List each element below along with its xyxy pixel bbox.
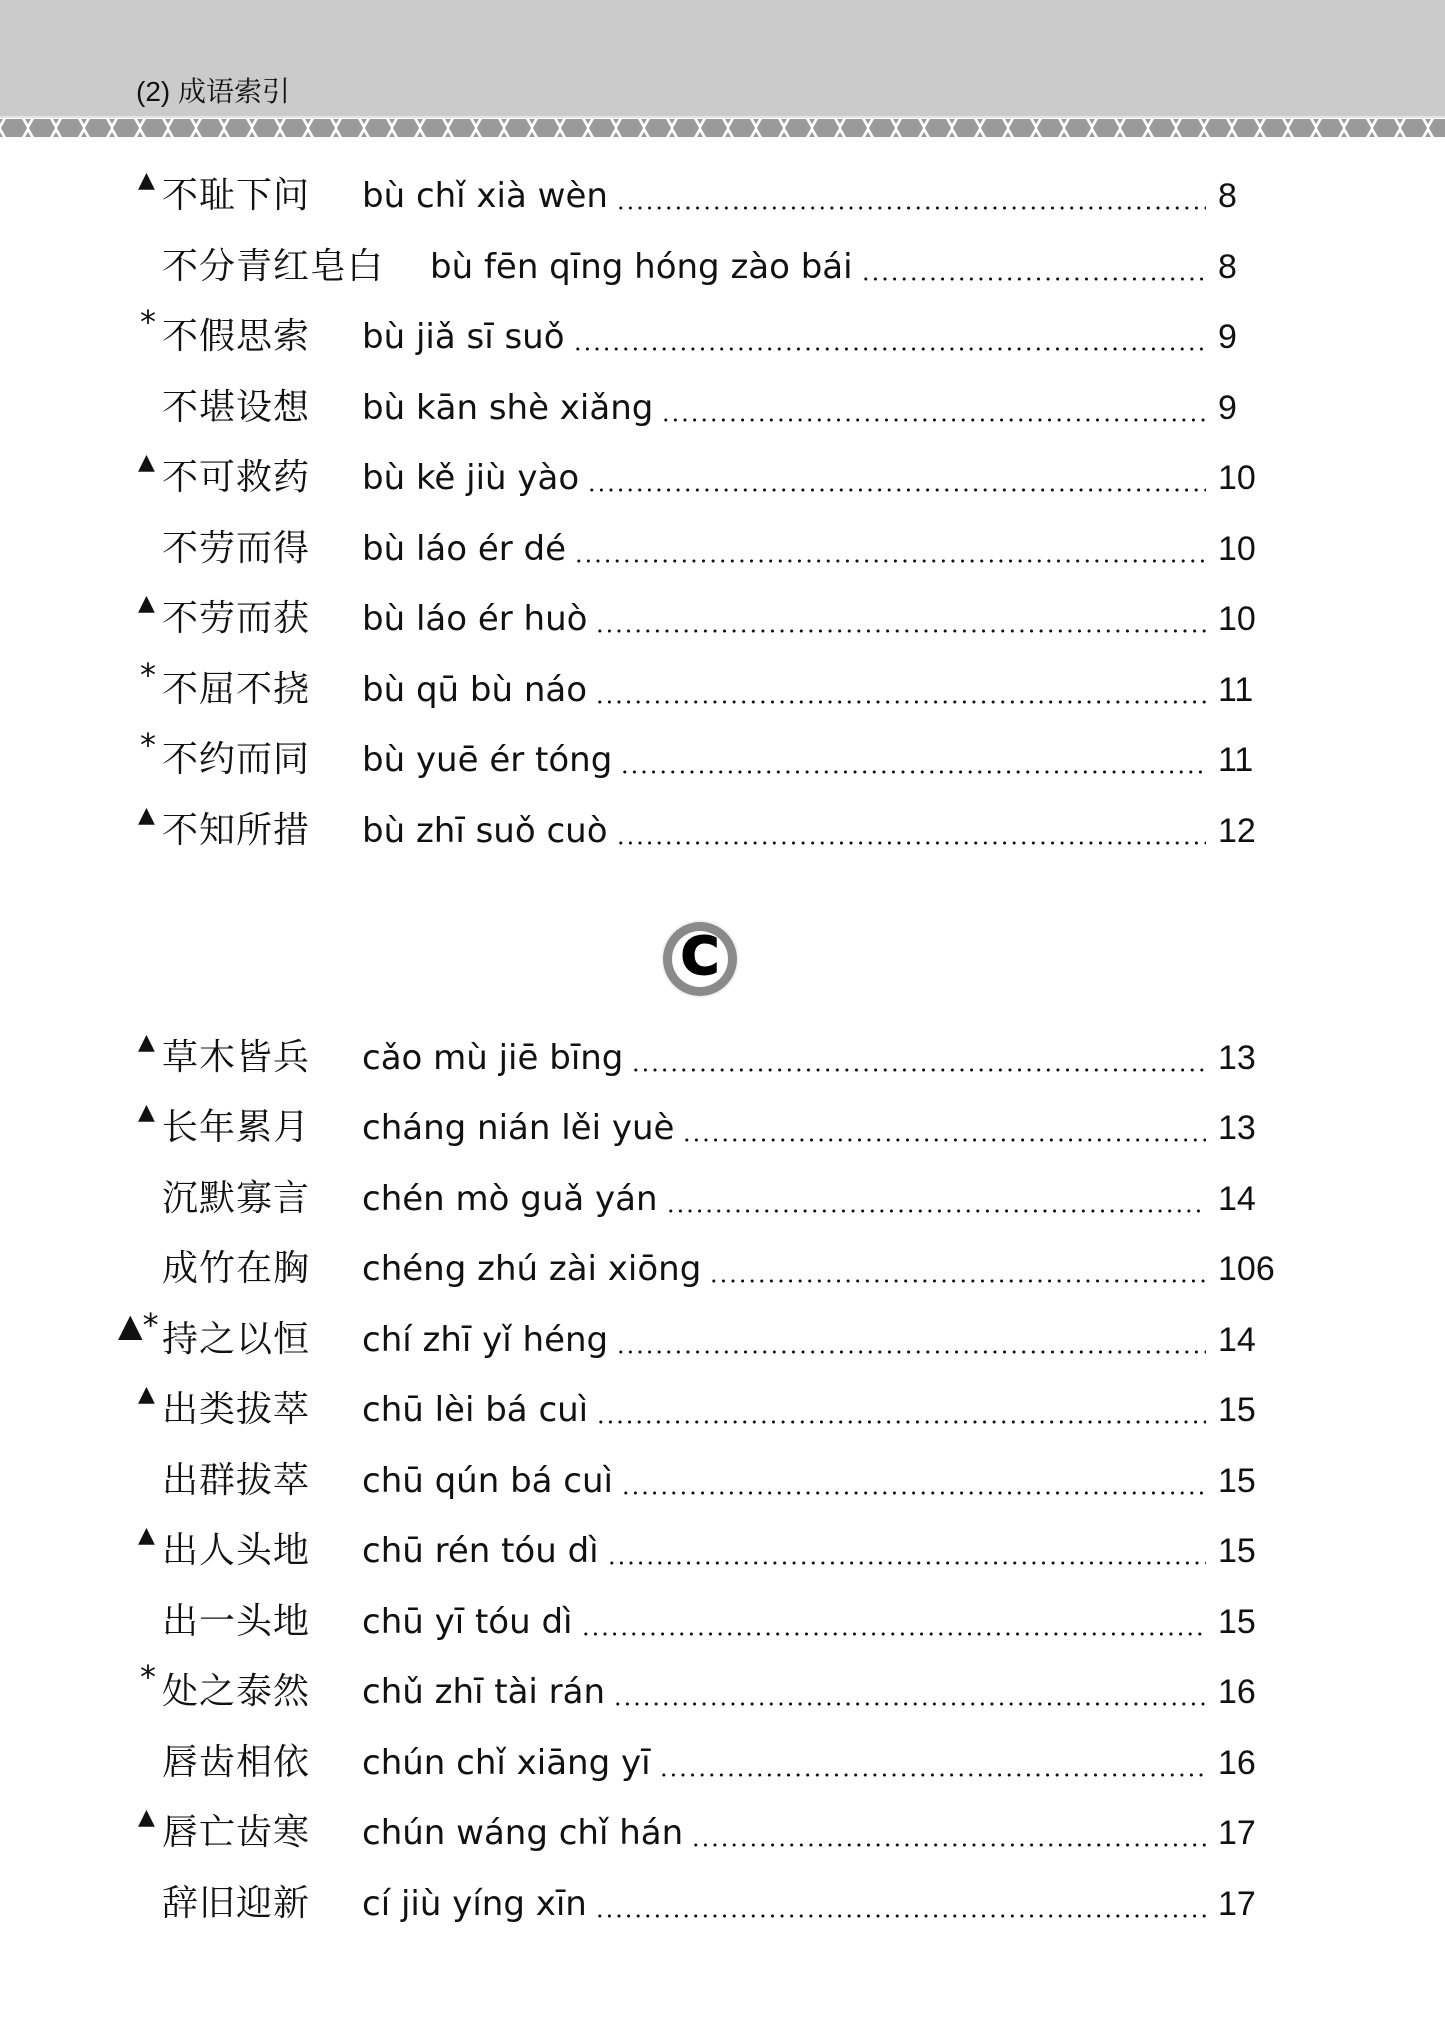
dot-leader [682, 1098, 1206, 1158]
page-number: 16 [1218, 1744, 1256, 1782]
page-number: 16 [1218, 1673, 1256, 1711]
entry-leader [362, 307, 1212, 367]
page-number: 14 [1218, 1180, 1256, 1218]
dot-leader [709, 1239, 1206, 1299]
entry-leader [430, 237, 1212, 297]
index-entry[interactable] [0, 166, 1445, 226]
idiom-pinyin: bù kě jiù yào [362, 458, 580, 498]
idiom-pinyin: bù fēn qīng hóng zào bái [430, 247, 853, 287]
dot-leader [581, 1592, 1207, 1652]
dot-leader [616, 166, 1206, 226]
star-mark-icon: * [140, 656, 156, 694]
idiom-chinese: 唇亡齿寒 [162, 1812, 311, 1853]
page-number: 9 [1218, 318, 1237, 356]
triangle-mark-icon: ▲ [138, 168, 155, 193]
idiom-pinyin: chén mò guǎ yán [362, 1179, 658, 1219]
idiom-pinyin: cháng nián lěi yuè [362, 1108, 675, 1148]
index-entry[interactable] [0, 656, 1445, 720]
idiom-pinyin: chǔ zhī tài rán [362, 1672, 606, 1712]
page-number: 13 [1218, 1039, 1256, 1077]
index-entry[interactable] [0, 1733, 1445, 1793]
idiom-chinese: 成竹在胸 [162, 1248, 311, 1289]
triangle-mark-icon: ▲ [138, 1382, 155, 1407]
page-number: 106 [1218, 1250, 1275, 1288]
dot-leader [595, 1874, 1206, 1934]
triangle-star-mark-icon: ▲* [118, 1306, 159, 1344]
section-letter-c: C [680, 927, 720, 987]
entry-leader [362, 1592, 1212, 1652]
dot-leader [666, 1169, 1206, 1229]
index-entry[interactable] [0, 1658, 1445, 1722]
entry-leader [362, 1733, 1212, 1793]
idiom-chinese: 出一头地 [162, 1601, 311, 1642]
idiom-chinese: 不耻下问 [162, 175, 311, 216]
page-number: 10 [1218, 530, 1256, 568]
idiom-chinese: 长年累月 [162, 1107, 311, 1148]
star-mark-icon: * [140, 726, 156, 764]
entry-leader [362, 730, 1212, 790]
dot-leader [613, 1662, 1206, 1722]
entry-leader [362, 1803, 1212, 1863]
idiom-chinese: 处之泰然 [162, 1671, 311, 1712]
page-number: 15 [1218, 1462, 1256, 1500]
dot-leader [607, 1521, 1206, 1581]
index-entry[interactable] [0, 448, 1445, 508]
idiom-chinese: 不假思索 [162, 316, 311, 357]
idiom-pinyin: bù láo ér huò [362, 599, 588, 639]
page-number: 8 [1218, 177, 1237, 215]
page-number: 9 [1218, 389, 1237, 427]
triangle-mark-icon: ▲ [138, 1523, 155, 1548]
idiom-pinyin: bù qū bù náo [362, 670, 588, 710]
dot-leader [631, 1028, 1206, 1088]
page-number: 11 [1218, 671, 1254, 709]
dot-leader [691, 1803, 1206, 1863]
page-header [0, 0, 1445, 116]
dot-leader [596, 1380, 1206, 1440]
dot-leader [587, 448, 1206, 508]
index-entry[interactable] [0, 378, 1445, 438]
idiom-pinyin: cǎo mù jiē bīng [362, 1038, 624, 1078]
triangle-mark-icon: ▲ [138, 1030, 155, 1055]
index-entry[interactable] [0, 726, 1445, 790]
idiom-chinese: 沉默寡言 [162, 1178, 311, 1219]
idiom-pinyin: chún chǐ xiāng yī [362, 1743, 651, 1783]
dot-leader [574, 519, 1206, 579]
page-header-title: (2) 成语索引 [136, 76, 291, 107]
entry-leader [362, 1662, 1212, 1722]
page-number: 10 [1218, 459, 1256, 497]
dot-leader [616, 801, 1206, 861]
index-entry[interactable] [0, 1098, 1445, 1158]
idiom-chinese: 辞旧迎新 [162, 1883, 311, 1924]
index-entry[interactable] [0, 303, 1445, 367]
idiom-chinese: 持之以恒 [162, 1319, 311, 1360]
idiom-pinyin: bù zhī suǒ cuò [362, 811, 608, 851]
page-number: 17 [1218, 1814, 1256, 1852]
idiom-chinese: 不知所措 [162, 810, 311, 851]
idiom-pinyin: bù láo ér dé [362, 529, 567, 569]
idiom-pinyin: chéng zhú zài xiōng [362, 1249, 702, 1289]
entry-leader [362, 1874, 1212, 1934]
star-mark-icon: * [140, 303, 156, 341]
idiom-pinyin: chí zhī yǐ héng [362, 1320, 609, 1360]
entry-leader [362, 448, 1212, 508]
index-entry[interactable] [0, 1451, 1445, 1511]
index-entry[interactable] [0, 589, 1445, 649]
page-number: 15 [1218, 1603, 1256, 1641]
page-number: 13 [1218, 1109, 1256, 1147]
triangle-mark-icon: ▲ [138, 803, 155, 828]
index-entry[interactable] [0, 1028, 1445, 1088]
page-number: 15 [1218, 1391, 1256, 1429]
idiom-pinyin: chū lèi bá cuì [362, 1390, 589, 1430]
entry-leader [362, 166, 1212, 226]
index-entry[interactable] [0, 1803, 1445, 1863]
entry-leader [362, 1098, 1212, 1158]
idiom-pinyin: chū yī tóu dì [362, 1602, 573, 1642]
index-entry[interactable] [0, 1239, 1445, 1299]
idiom-chinese: 出人头地 [162, 1530, 311, 1571]
index-entry[interactable] [0, 801, 1445, 861]
page-number: 14 [1218, 1321, 1256, 1359]
dot-leader [616, 1310, 1206, 1370]
page-number: 15 [1218, 1532, 1256, 1570]
entry-leader [362, 519, 1212, 579]
index-entry[interactable] [0, 1874, 1445, 1934]
index-entry[interactable] [0, 1592, 1445, 1652]
index-entry[interactable] [0, 1169, 1445, 1229]
index-entry[interactable] [0, 519, 1445, 579]
idiom-chinese: 唇齿相依 [162, 1742, 311, 1783]
entry-leader [362, 1521, 1212, 1581]
dot-leader [661, 378, 1206, 438]
index-entry[interactable] [0, 1380, 1445, 1440]
idiom-chinese: 不劳而得 [162, 528, 311, 569]
section-letter-badge [663, 922, 737, 996]
section-letter-badge-inner [672, 927, 728, 987]
hexagon-pattern-icon [0, 118, 1445, 138]
entry-leader [362, 378, 1212, 438]
idiom-chinese: 不劳而获 [162, 598, 311, 639]
idiom-pinyin: cí jiù yíng xīn [362, 1884, 587, 1924]
triangle-mark-icon: ▲ [138, 1100, 155, 1125]
idiom-pinyin: bù yuē ér tóng [362, 740, 613, 780]
entry-leader [362, 1239, 1212, 1299]
idiom-pinyin: chún wáng chǐ hán [362, 1813, 684, 1853]
page-number: 11 [1218, 741, 1254, 779]
dot-leader [861, 237, 1206, 297]
idiom-pinyin: bù jiǎ sī suǒ [362, 317, 565, 357]
entry-leader [362, 801, 1212, 861]
header-pattern-band [0, 116, 1445, 138]
page-number: 10 [1218, 600, 1256, 638]
idiom-chinese: 不约而同 [162, 739, 311, 780]
triangle-mark-icon: ▲ [138, 591, 155, 616]
dot-leader [621, 1451, 1206, 1511]
entry-leader [362, 1451, 1212, 1511]
idiom-chinese: 不堪设想 [162, 387, 311, 428]
index-entry[interactable] [0, 237, 1445, 297]
entry-leader [362, 589, 1212, 649]
index-entry[interactable] [0, 1306, 1445, 1370]
dot-leader [595, 660, 1206, 720]
dot-leader [620, 730, 1206, 790]
idiom-chinese: 不分青红皂白 [162, 246, 385, 287]
idiom-chinese: 草木皆兵 [162, 1037, 311, 1078]
page-number: 12 [1218, 812, 1256, 850]
idiom-chinese: 出群拔萃 [162, 1460, 311, 1501]
entry-leader [362, 1310, 1212, 1370]
index-entry[interactable] [0, 1521, 1445, 1581]
dot-leader [659, 1733, 1206, 1793]
dot-leader [573, 307, 1206, 367]
entry-leader [362, 1169, 1212, 1229]
triangle-mark-icon: ▲ [138, 1805, 155, 1830]
entry-leader [362, 1028, 1212, 1088]
star-mark-icon: * [140, 1658, 156, 1696]
entry-leader [362, 1380, 1212, 1440]
idiom-pinyin: bù kān shè xiǎng [362, 388, 654, 428]
page-number: 8 [1218, 248, 1237, 286]
triangle-mark-icon: ▲ [138, 450, 155, 475]
idiom-chinese: 出类拔萃 [162, 1389, 311, 1430]
idiom-chinese: 不屈不挠 [162, 669, 311, 710]
idiom-chinese: 不可救药 [162, 457, 311, 498]
page-number: 17 [1218, 1885, 1256, 1923]
entry-leader [362, 660, 1212, 720]
idiom-pinyin: chū rén tóu dì [362, 1531, 599, 1571]
idiom-pinyin: chū qún bá cuì [362, 1461, 613, 1501]
idiom-pinyin: bù chǐ xià wèn [362, 176, 608, 216]
dot-leader [595, 589, 1206, 649]
